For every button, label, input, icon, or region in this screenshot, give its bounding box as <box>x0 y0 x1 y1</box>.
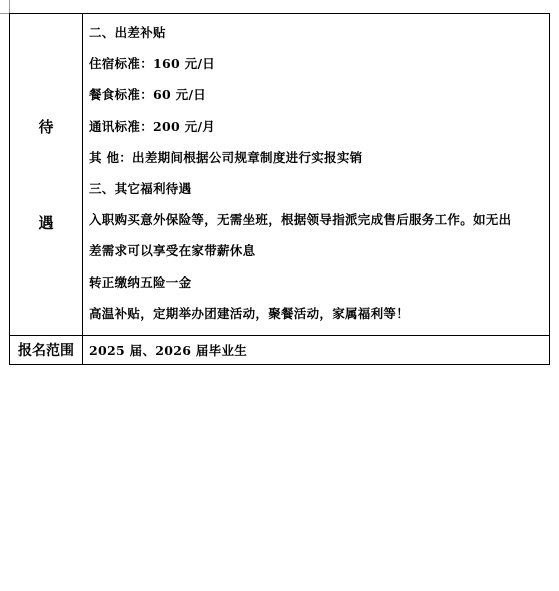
benefits-label-bottom: 遇 <box>38 213 54 232</box>
benefits-content-cell <box>83 14 550 336</box>
page-corner-mark-horizontal <box>0 13 9 14</box>
benefits-table <box>9 13 550 365</box>
enrollment-value: 2025 届、2026 届毕业生 <box>83 336 550 365</box>
benefits-line-travel-heading: 二、出差补贴 <box>89 25 166 40</box>
benefits-line-insurance: 入职购买意外保险等，无需坐班，根据领导指派完成售后服务工作。如无出 <box>89 212 512 228</box>
page-corner-mark-vertical <box>9 0 10 14</box>
benefits-line-insurance-cont: 差需求可以享受在家带薪休息 <box>89 243 256 259</box>
benefits-line-other: 其 他：出差期间根据公司规章制度进行实报实销 <box>89 149 363 165</box>
benefits-label-top: 待 <box>38 117 54 136</box>
benefits-line-communication: 通讯标准：200 元/月 <box>89 118 216 134</box>
benefits-line-allowances: 高温补贴，定期举办团建活动，聚餐活动，家属福利等！ <box>89 305 410 321</box>
benefits-line-meals: 餐食标准：60 元/日 <box>89 87 207 103</box>
benefits-row <box>10 14 550 336</box>
benefits-label-cell <box>10 14 83 336</box>
benefits-line-other-heading: 三、其它福利待遇 <box>89 181 192 197</box>
enrollment-label: 报名范围 <box>10 336 83 365</box>
benefits-line-social-insurance: 转正缴纳五险一金 <box>89 274 192 290</box>
enrollment-row <box>10 336 550 365</box>
benefits-line-lodging: 住宿标准：160 元/日 <box>89 56 216 72</box>
benefits-vertical-label <box>10 20 82 330</box>
